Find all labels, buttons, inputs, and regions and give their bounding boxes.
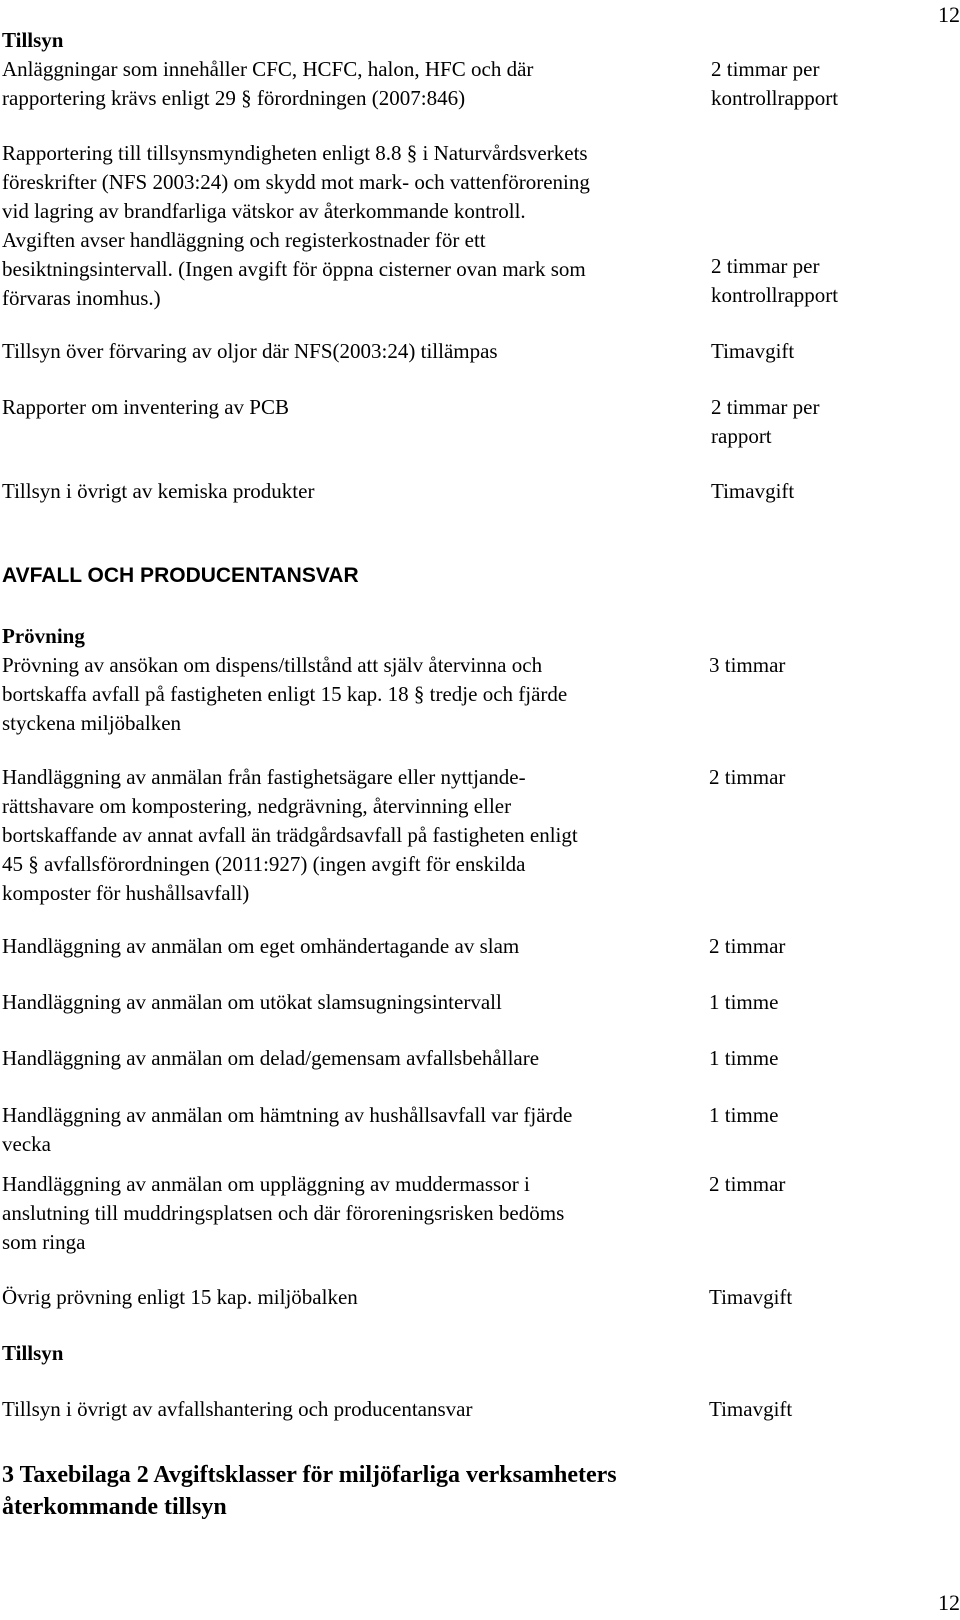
row-description: Prövning av ansökan om dispens/tillstånd att själv återvinna och bortskaffa avfall på fastigheten enligt 15 kap. 18 § tredje och fjärde styckena miljöbalken: [2, 653, 568, 735]
row-description: Tillsyn över förvaring av oljor där NFS(2003:24) tillämpas: [2, 339, 498, 363]
row-fee: 2 timmar per rapport: [711, 395, 820, 448]
row-fee: 3 timmar: [709, 653, 786, 677]
tillsyn-heading: Tillsyn: [2, 28, 64, 52]
row-description: Handläggning av anmälan om eget omhändertagande av slam: [2, 934, 520, 958]
row-description: Rapporter om inventering av PCB: [2, 395, 289, 419]
page-number-top: 12: [938, 2, 960, 27]
row-description: Rapportering till tillsynsmyndigheten enligt 8.8 § i Naturvårdsverkets föreskrifter (NFS 2003:24) om skydd mot mark- och vattenförorening vid lagring av brandfarliga vätskor av återkommande kontroll. Avgiften avser handläggning och registerkostnader för ett besiktningsintervall. (Ingen avgift för öppna cisterner ovan mark som förvaras inomhus.): [2, 141, 590, 310]
row-description: Handläggning av anmälan om utökat slamsugningsintervall: [2, 990, 502, 1014]
row-fee: 2 timmar: [709, 765, 786, 789]
row-description: Handläggning av anmälan från fastighetsägare eller nyttjande- rättshavare om kompostering, nedgrävning, återvinning eller bortskaffande av annat avfall än trädgårdsavfall på fastigheten enligt 45 § avfallsförordningen (2011:927) (ingen avgift för enskilda komposter för hushållsavfall): [2, 765, 578, 905]
row-fee: 1 timme: [709, 990, 779, 1014]
row-description: Tillsyn i övrigt av kemiska produkter: [2, 479, 315, 503]
row-fee: 1 timme: [709, 1046, 779, 1070]
row-fee: 2 timmar: [709, 1172, 786, 1196]
page-number-bottom: 12: [938, 1590, 960, 1615]
row-fee: Timavgift: [709, 1397, 793, 1421]
chapter-heading: 3 Taxebilaga 2 Avgiftsklasser för miljöfarliga verksamheters återkommande tillsyn: [2, 1462, 617, 1520]
row-fee: 1 timme: [709, 1103, 779, 1127]
row-description: Handläggning av anmälan om hämtning av hushållsavfall var fjärde vecka: [2, 1103, 573, 1156]
row-fee: 2 timmar per kontrollrapport: [711, 254, 839, 307]
row-description: Handläggning av anmälan om delad/gemensam avfallsbehållare: [2, 1046, 540, 1070]
row-fee: Timavgift: [711, 479, 795, 503]
row-description: Tillsyn i övrigt av avfallshantering och producentansvar: [2, 1397, 473, 1421]
row-fee: Timavgift: [711, 339, 795, 363]
row-description: Övrig prövning enligt 15 kap. miljöbalken: [2, 1285, 358, 1309]
provning-heading: Prövning: [2, 624, 85, 648]
row-description: Anläggningar som innehåller CFC, HCFC, halon, HFC och där rapportering krävs enligt 29 § förordningen (2007:846): [2, 57, 534, 110]
tillsyn-heading: Tillsyn: [2, 1341, 64, 1365]
section-title: AVFALL OCH PRODUCENTANSVAR: [2, 564, 359, 587]
row-description: Handläggning av anmälan om uppläggning av muddermassor i anslutning till muddringsplatsen och där föroreningsrisken bedöms som ringa: [2, 1172, 565, 1254]
row-fee: 2 timmar: [709, 934, 786, 958]
row-fee: Timavgift: [709, 1285, 793, 1309]
row-fee: 2 timmar per kontrollrapport: [711, 57, 839, 110]
